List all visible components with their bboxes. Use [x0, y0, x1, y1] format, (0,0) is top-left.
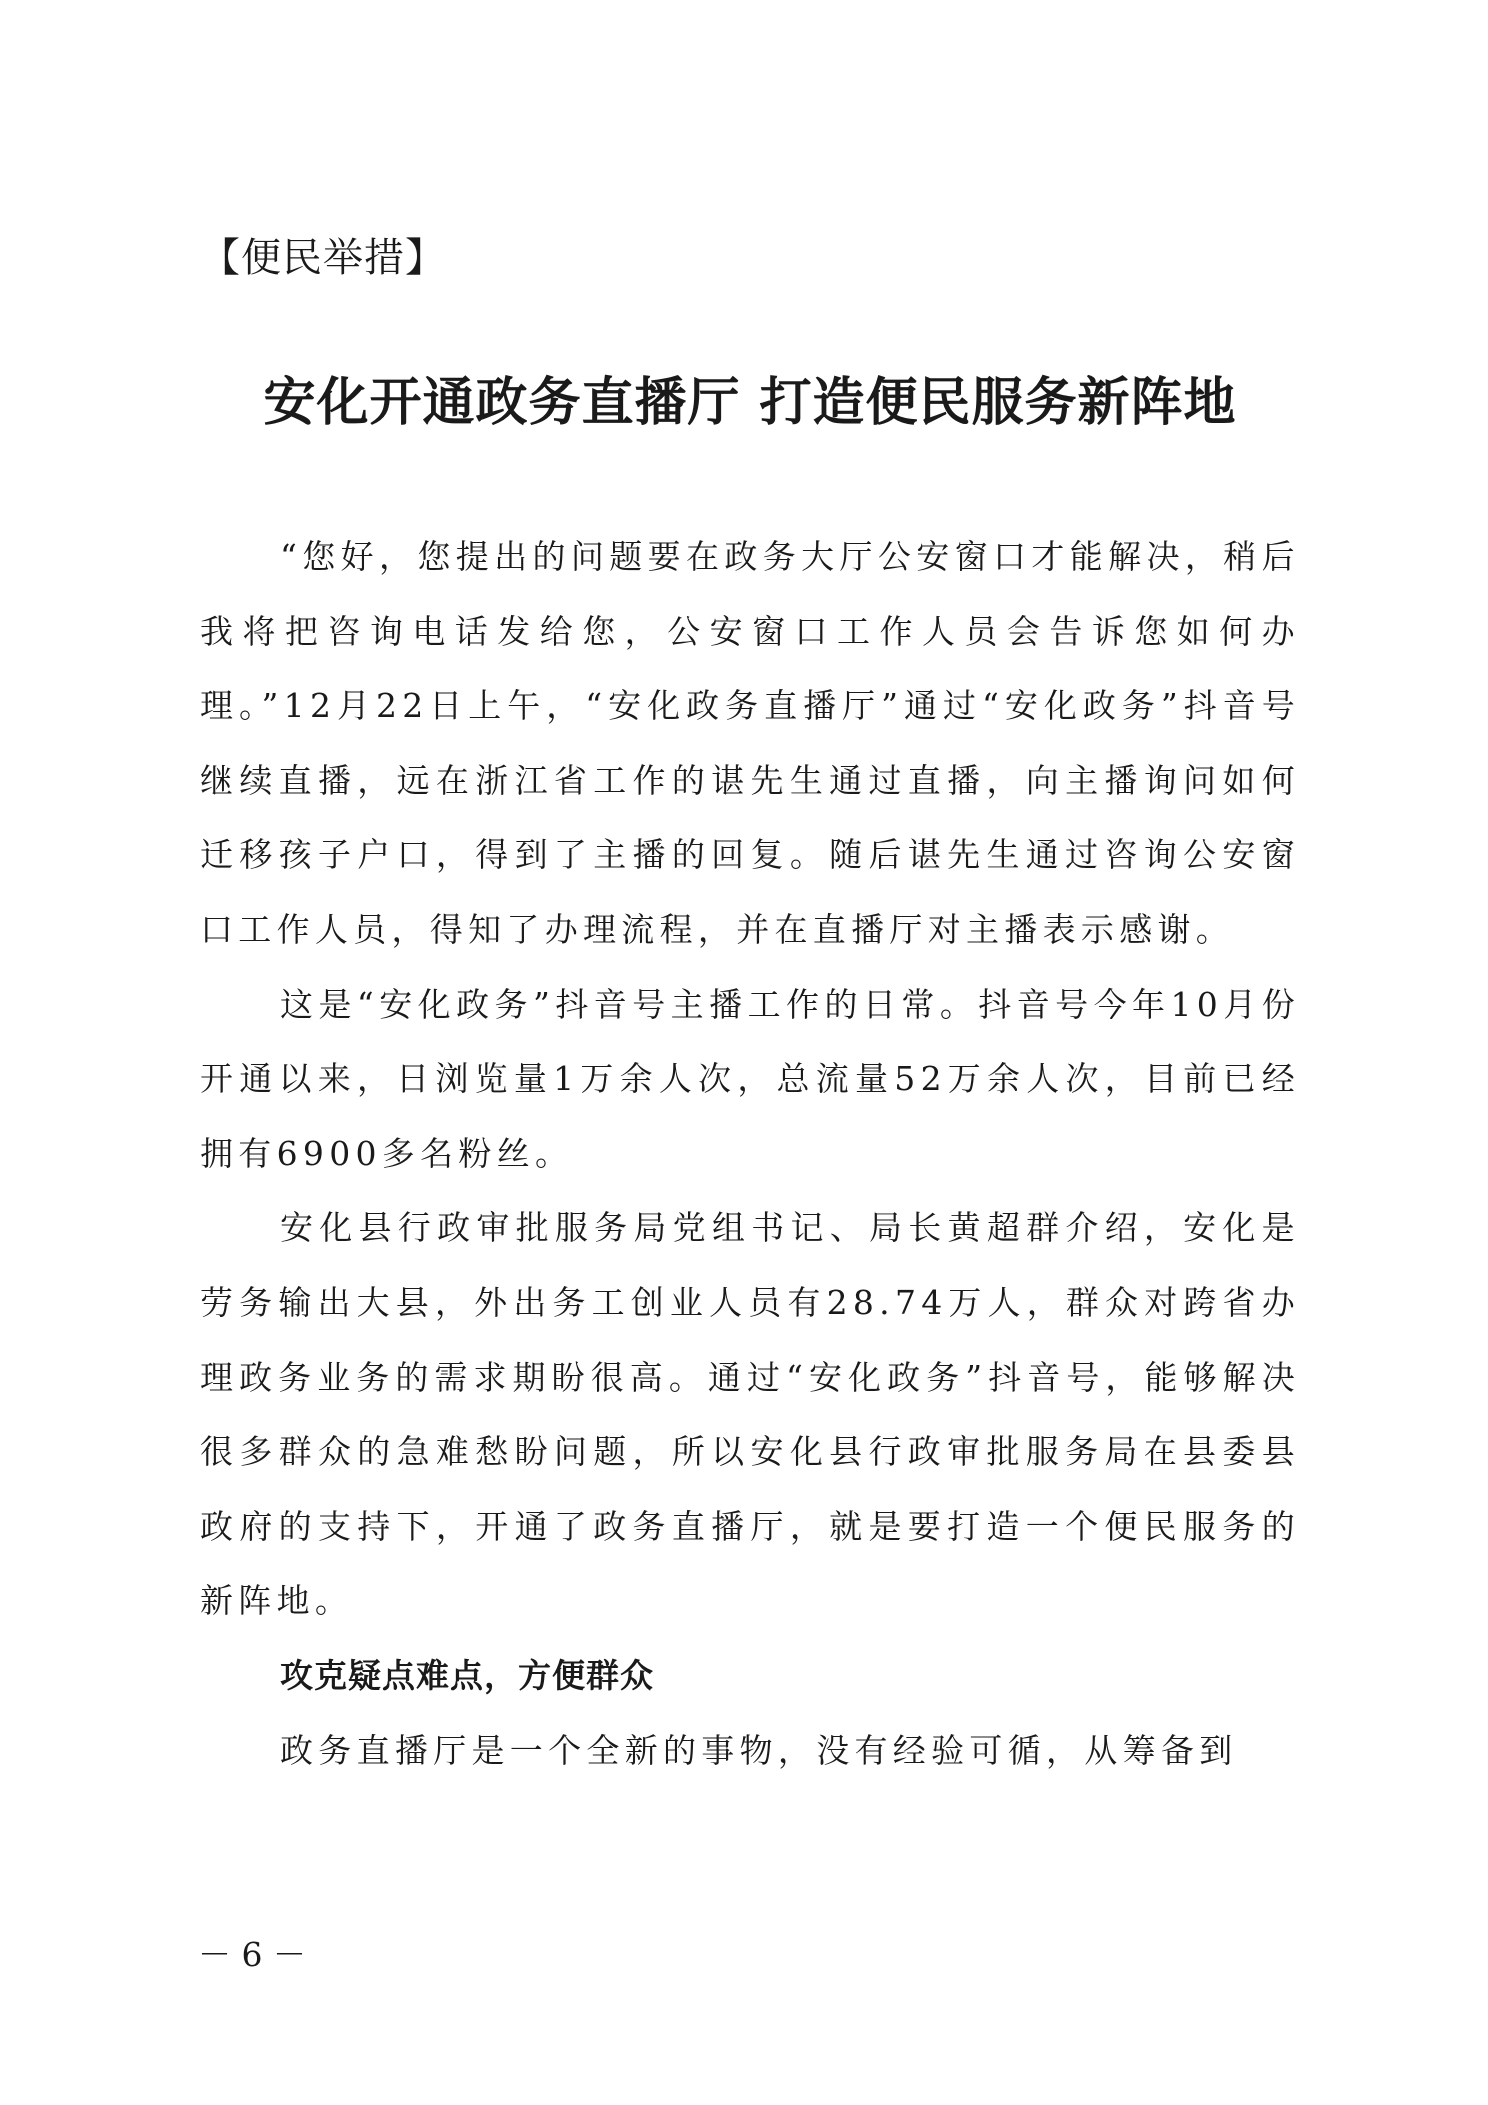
page-number: － 6 －: [198, 1935, 306, 1974]
column-tag: 【便民举措】: [200, 235, 446, 281]
paragraph-1: “您好，您提出的问题要在政务大厅公安窗口才能解决，稍后我将把咨询电话发给您，公安窗口工作人员会告诉您如何办理。”12月22日上午，“安化政务直播厅”通过“安化政务”抖音号继续直播，远在浙江省工作的谌先生通过直播，向主播询问如何迁移孩子户口，得到了主播的回复。随后谌先生通过咨询公安窗口工作人员，得知了办理流程，并在直播厅对主播表示感谢。: [200, 537, 1300, 949]
headline: 安化开通政务直播厅 打造便民服务新阵地: [263, 372, 1237, 433]
paragraph-3: 安化县行政审批服务局党组书记、局长黄超群介绍，安化是劳务输出大县，外出务工创业人员有28.74万人，群众对跨省办理政务业务的需求期盼很高。通过“安化政务”抖音号，能够解决很多群众的急难愁盼问题，所以安化县行政审批服务局在县委县政府的支持下，开通了政务直播厅，就是要打造一个便民服务的新阵地。: [200, 1208, 1300, 1621]
article-body: [200, 520, 1300, 1788]
paragraph-4: 政务直播厅是一个全新的事物，没有经验可循，从筹备到: [280, 1730, 1238, 1770]
paragraph-2: 这是“安化政务”抖音号主播工作的日常。抖音号今年10月份开通以来，日浏览量1万余人次，总流量52万余人次，目前已经拥有6900多名粉丝。: [200, 984, 1300, 1173]
section-subheading: 攻克疑点难点，方便群众: [280, 1655, 654, 1695]
